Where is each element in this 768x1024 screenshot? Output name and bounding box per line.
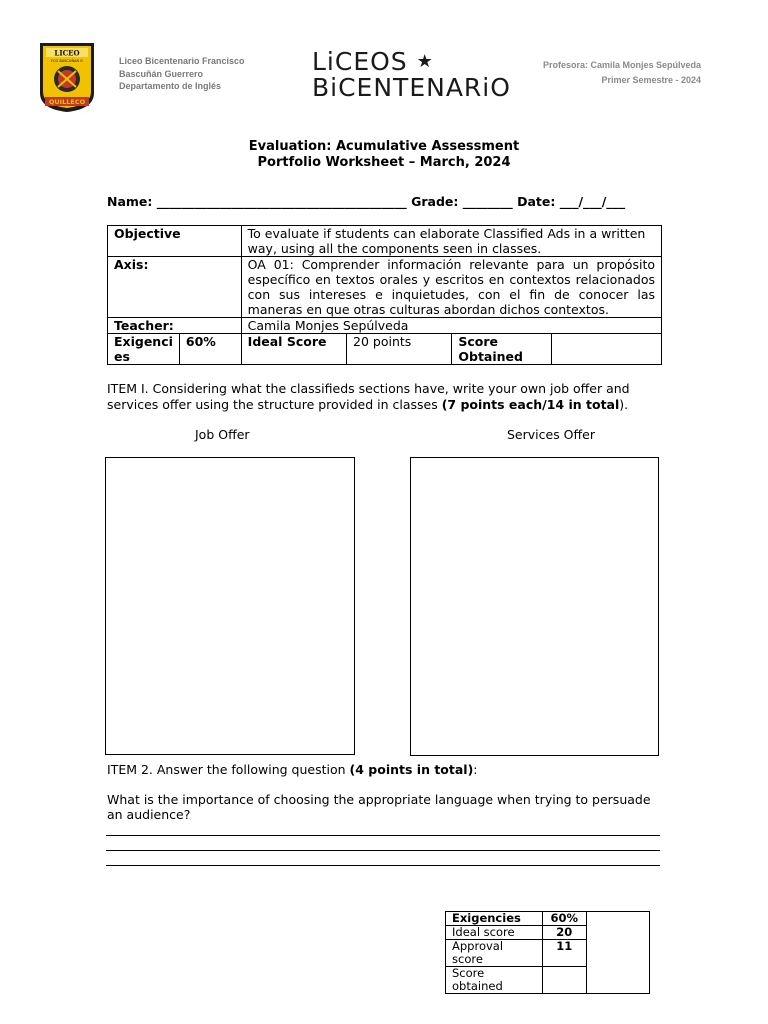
item-1-instructions — [107, 381, 667, 412]
table-row — [108, 318, 662, 334]
document-title — [0, 139, 768, 171]
item-2-end: : — [473, 762, 478, 777]
item-1-text: ITEM I. Considering what the classifieds sections have, write your own job offer and services offer using the structure provided in classes — [107, 381, 630, 412]
item-2-points: (4 points in total) — [349, 762, 474, 777]
services-offer-answer-box[interactable] — [410, 457, 659, 756]
job-offer-answer-box[interactable] — [105, 457, 355, 755]
score-obtained-label: Score Obtained — [452, 334, 552, 365]
title-line-2: Portfolio Worksheet – March, 2024 — [257, 155, 511, 170]
school-info — [119, 55, 245, 93]
answer-line[interactable] — [106, 865, 660, 866]
ideal-score-value: 20 points — [347, 334, 452, 365]
objective-text: To evaluate if students can elaborate Classified Ads in a written way, using all the components seen in classes. — [241, 226, 661, 257]
liceos-bicentenario-logo — [312, 49, 511, 101]
ideal-score-label: Ideal Score — [241, 334, 346, 365]
table-row — [446, 912, 650, 926]
objective-label: Objective — [108, 226, 242, 257]
teacher-name: Camila Monjes Sepúlveda — [241, 318, 661, 334]
item-2-question: What is the importance of choosing the appropriate language when trying to persuade an audience? — [107, 792, 651, 822]
item-1-end: ). — [619, 396, 629, 412]
score-value: 11 — [542, 940, 586, 967]
item-2-instructions — [107, 762, 478, 777]
teacher-line: Profesora: Camila Monjes Sepúlveda — [542, 60, 701, 70]
table-row — [108, 334, 662, 365]
answer-line[interactable] — [106, 835, 660, 836]
item-1-points: (7 points each/14 in total — [441, 396, 620, 412]
assessment-info-table — [107, 225, 662, 365]
school-line: Liceo Bicentenario Francisco — [119, 56, 245, 66]
title-line-1: Evaluation: Acumulative Assessment — [248, 139, 520, 154]
crest-top-text: LICEO — [54, 48, 80, 58]
item-2-text: ITEM 2. Answer the following question — [107, 762, 350, 777]
brand-line-1: LiCEOS — [312, 47, 408, 76]
teacher-label: Teacher: — [108, 318, 242, 334]
score-label: Approval score — [446, 940, 543, 967]
teacher-info — [543, 58, 701, 88]
axis-label: Axis: — [108, 257, 242, 318]
crest-bottom-text: QUILLECO — [48, 98, 86, 106]
score-label: Score obtained — [446, 967, 543, 994]
job-offer-label: Job Offer — [195, 427, 250, 442]
table-row — [108, 257, 662, 318]
axis-text: OA 01: Comprender información relevante para un propósito específico en textos orales y escritos en contextos relacionados con sus intereses e inquietudes, con el fin de conocer las maneras en que otras culturas abordan dichos contextos. — [241, 257, 661, 318]
table-row — [108, 226, 662, 257]
brand-line-2: BiCENTENARiO — [312, 73, 511, 102]
school-line: Bascuñán Guerrero — [119, 68, 204, 79]
student-info-line[interactable]: Name: ________________________________________ Grade: ________ Date: ___/___/___ — [107, 194, 626, 209]
score-obtained-value[interactable] — [542, 967, 586, 994]
exigencies-label: Exigenci es — [108, 334, 180, 365]
semester-line: Primer Semestre - 2024 — [601, 75, 701, 85]
score-label: Ideal score — [446, 926, 543, 940]
star-icon: ★ — [416, 51, 434, 72]
school-line: Departamento de Inglés — [119, 81, 222, 91]
score-value: 20 — [542, 926, 586, 940]
services-offer-label: Services Offer — [507, 427, 595, 442]
score-obtained-field[interactable] — [552, 334, 662, 365]
score-summary-table — [445, 911, 650, 994]
answer-line[interactable] — [106, 850, 660, 851]
crest-mid-text: FCO BASCUÑAN G — [51, 59, 83, 63]
exigencies-value: 60% — [179, 334, 241, 365]
score-label: Exigencies — [446, 912, 543, 926]
school-crest-logo — [38, 41, 96, 113]
score-blank-cell[interactable] — [586, 912, 649, 994]
score-value: 60% — [542, 912, 586, 926]
